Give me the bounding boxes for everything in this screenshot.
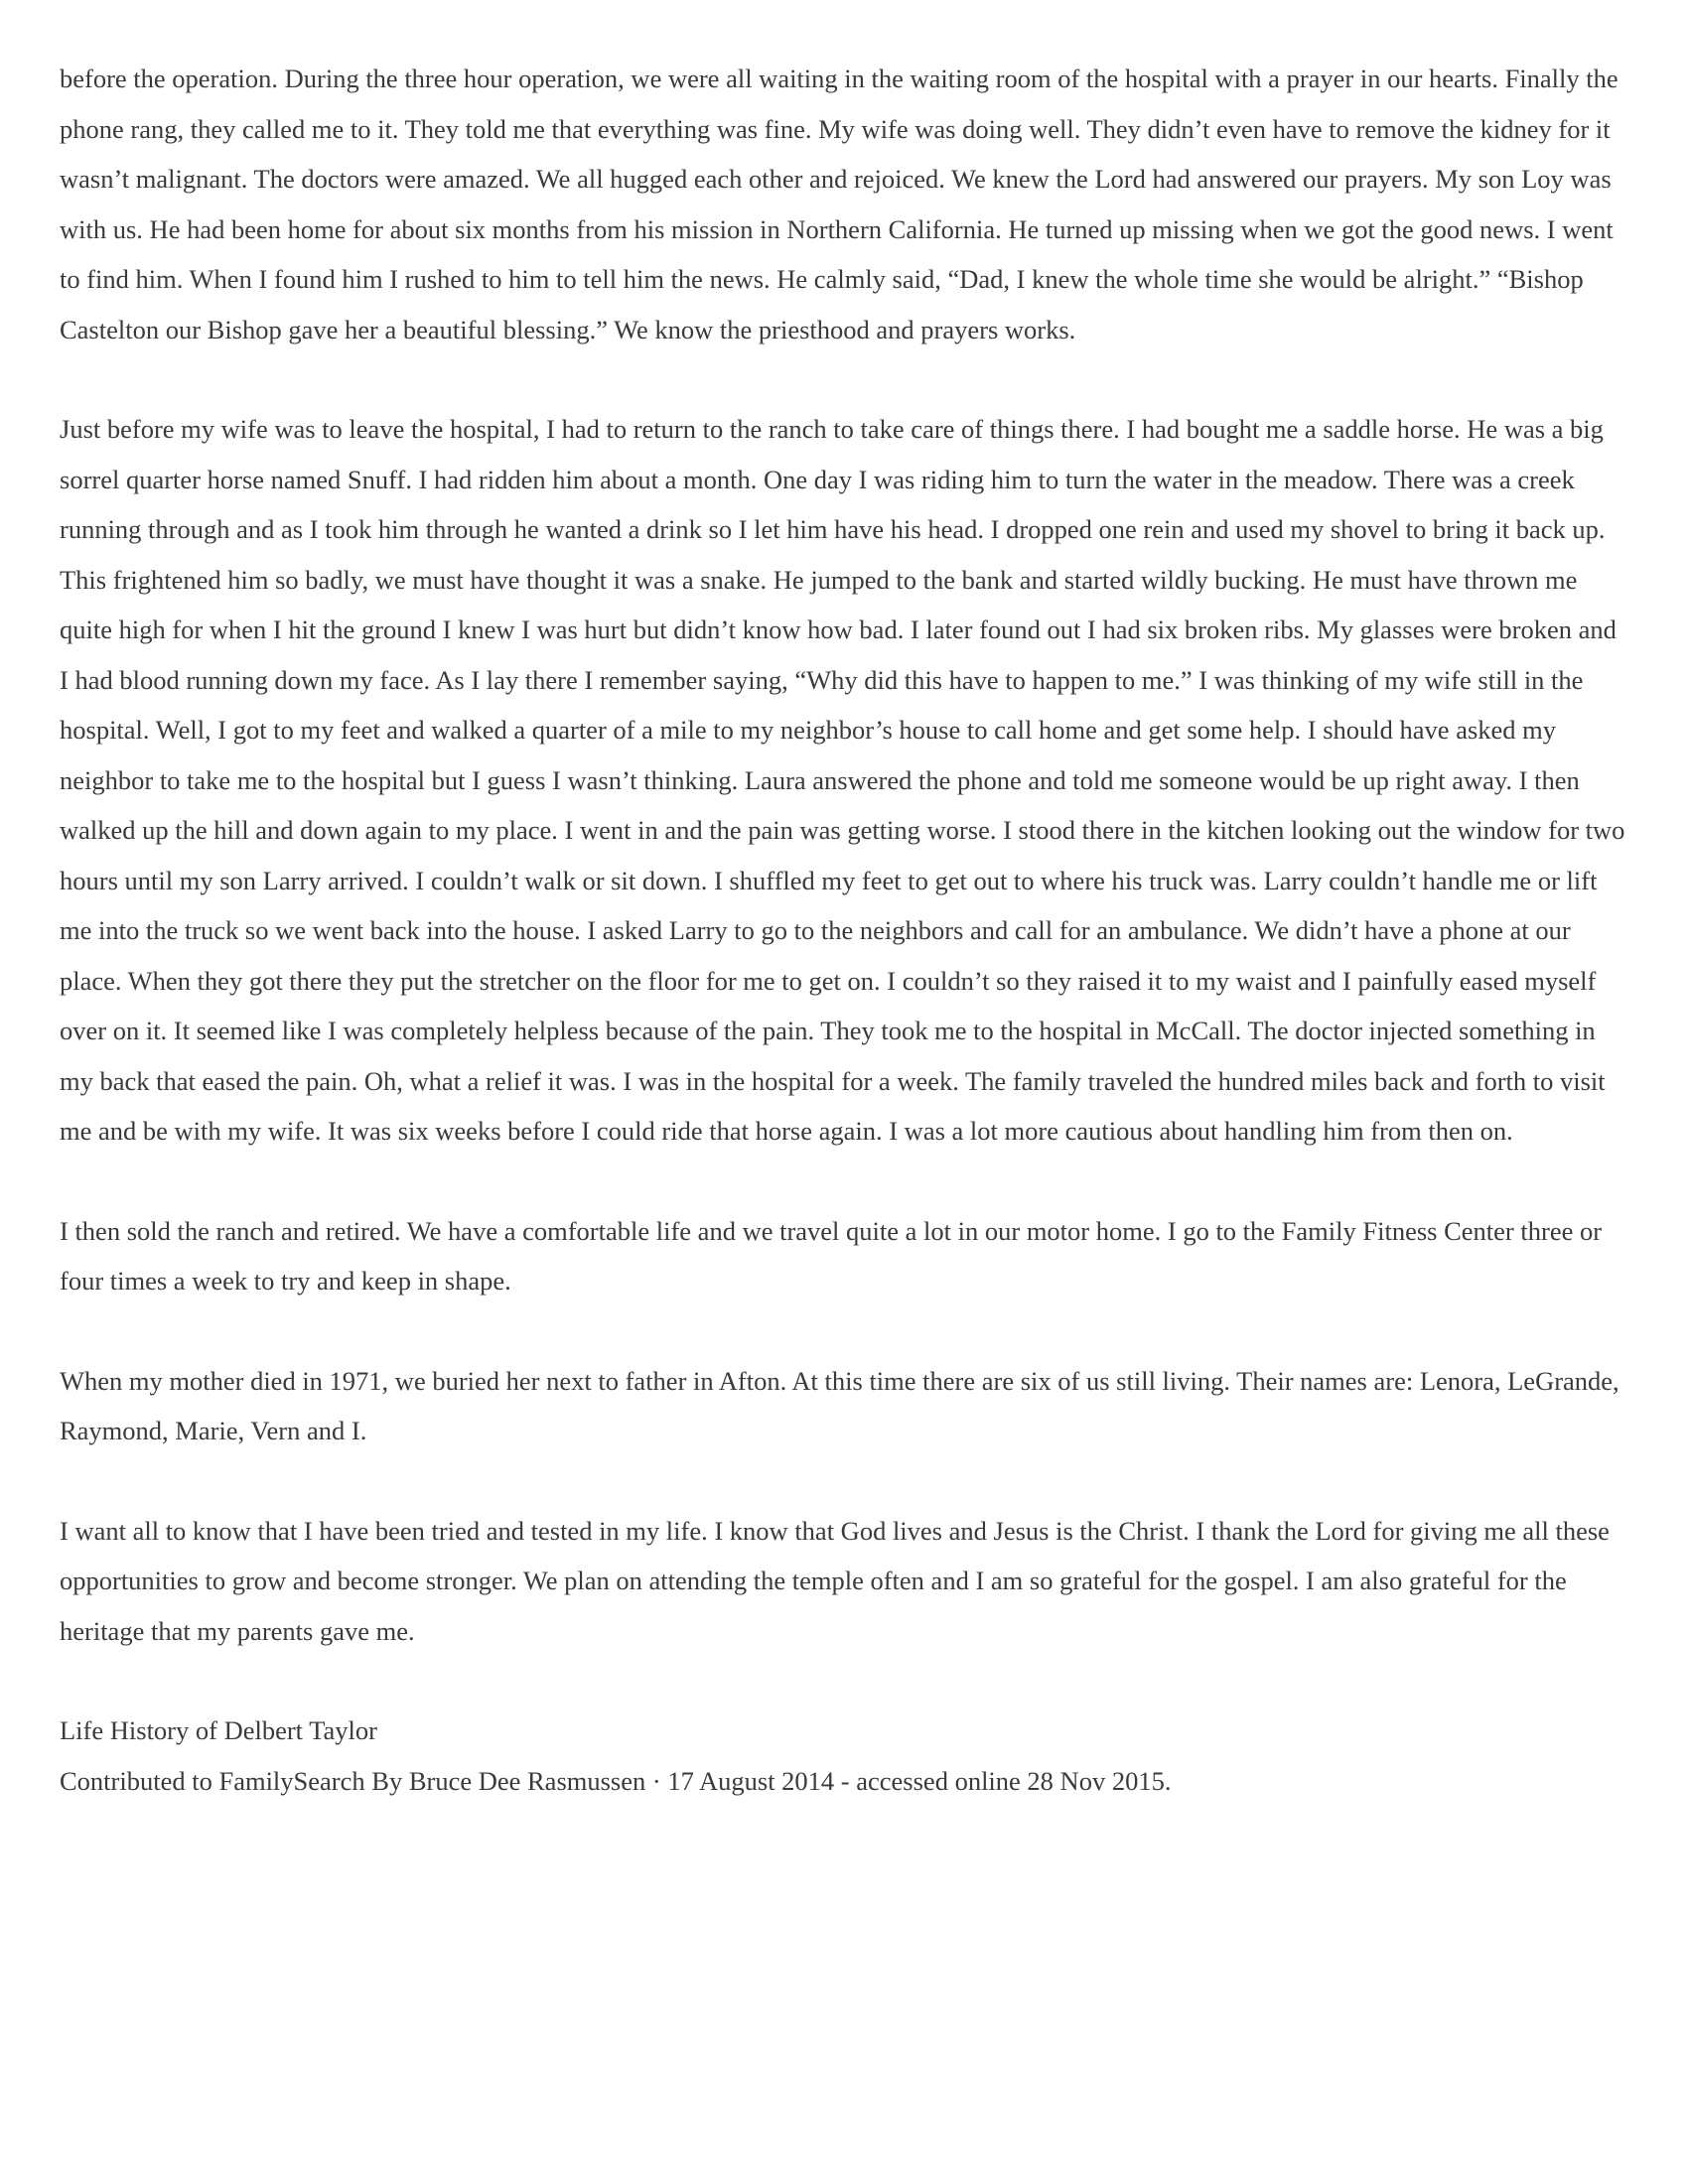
source-citation xyxy=(60,1706,1628,1806)
source-credit: Contributed to FamilySearch By Bruce Dee Rasmussen · 17 August 2014 - accessed online 28 Nov 2015. xyxy=(60,1765,1172,1796)
source-title: Life History of Delbert Taylor xyxy=(60,1715,377,1745)
paragraph-operation: before the operation. During the three hour operation, we were all waiting in the waiting room of the hospital with a prayer in our hearts. Finally the phone rang, they called me to it. They told me that everything was fine. My wife was doing well. They didn’t even have to remove the kidney for it wasn’t malignant. The doctors were amazed. We all hugged each other and rejoiced. We knew the Lord had answered our prayers. My son Loy was with us. He had been home for about six months from his mission in Northern California. He turned up missing when we got the good news. I went to find him. When I found him I rushed to him to tell him the news. He calmly said, “Dad, I knew the whole time she would be alright.” “Bishop Castelton our Bishop gave her a beautiful blessing.” We know the priesthood and prayers works. xyxy=(60,64,1618,344)
paragraph-horse-accident: Just before my wife was to leave the hospital, I had to return to the ranch to take care of things there. I had bought me a saddle horse. He was a big sorrel quarter horse named Snuff. I had ridden him about a month. One day I was riding him to turn the water in the meadow. There was a creek running through and as I took him through he wanted a drink so I let him have his head. I dropped one rein and used my shovel to bring it back up. This frightened him so badly, we must have thought it was a snake. He jumped to the bank and started wildly bucking. He must have thrown me quite high for when I hit the ground I knew I was hurt but didn’t know how bad. I later found out I had six broken ribs. My glasses were broken and I had blood running down my face. As I lay there I remember saying, “Why did this have to happen to me.” I was thinking of my wife still in the hospital. Well, I got to my feet and walked a quarter of a mile to my neighbor’s house to call home and get some help. I should have asked my neighbor to take me to the hospital but I guess I wasn’t thinking. Laura answered the phone and told me someone would be up right away. I then walked up the hill and down again to my place. I went in and the pain was getting worse. I stood there in the kitchen looking out the window for two hours until my son Larry arrived. I couldn’t walk or sit down. I shuffled my feet to get out to where his truck was. Larry couldn’t handle me or lift me into the truck so we went back into the house. I asked Larry to go to the neighbors and call for an ambulance. We didn’t have a phone at our place. When they got there they put the stretcher on the floor for me to get on. I couldn’t so they raised it to my waist and I painfully eased myself over on it. It seemed like I was completely helpless because of the pain. They took me to the hospital in McCall. The doctor injected something in my back that eased the pain. Oh, what a relief it was. I was in the hospital for a week. The family traveled the hundred miles back and forth to visit me and be with my wife. It was six weeks before I could ride that horse again. I was a lot more cautious about handling him from then on. xyxy=(60,414,1625,1146)
paragraph-family: When my mother died in 1971, we buried her next to father in Afton. At this time there are six of us still living. Their names are: Lenora, LeGrande, Raymond, Marie, Vern and I. xyxy=(60,1365,1619,1445)
paragraph-retirement: I then sold the ranch and retired. We have a comfortable life and we travel quite a lot in our motor home. I go to the Family Fitness Center three or four times a week to try and keep in shape. xyxy=(60,1215,1603,1296)
paragraph-testimony: I want all to know that I have been tried and tested in my life. I know that God lives and Jesus is the Christ. I thank the Lord for giving me all these opportunities to grow and become stronger. We plan on attending the temple often and I am so grateful for the gospel. I am also grateful for the heritage that my parents gave me. xyxy=(60,1515,1610,1646)
